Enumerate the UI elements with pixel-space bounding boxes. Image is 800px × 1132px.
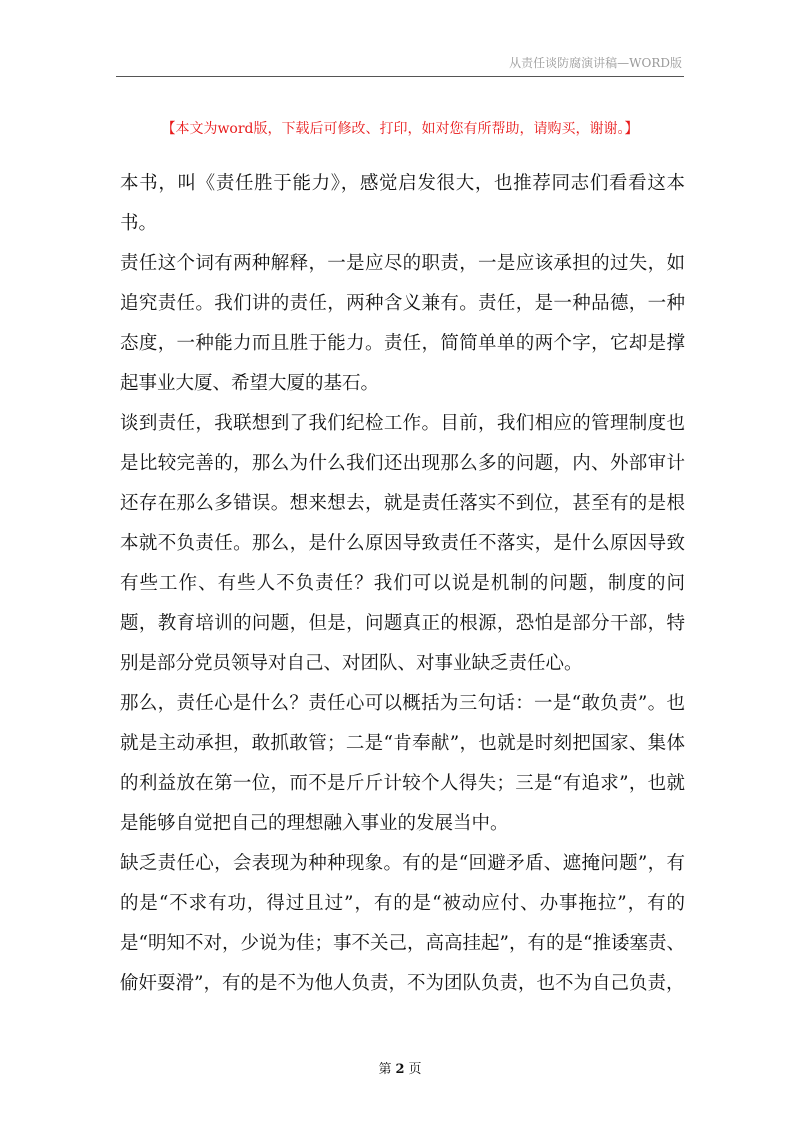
paragraph: 那么，责任心是什么？责任心可以概括为三句话：一是“敢负责”。也就是主动承担，敢抓敢管；二是“肯奉献”，也就是时刻把国家、集体的利益放在第一位，而不是斤斤计较个人得失；三是“有追求”，也就是能够自觉把自己的理想融入事业的发展当中。 bbox=[120, 693, 685, 834]
page-label-suffix: 页 bbox=[408, 1062, 422, 1077]
paragraph: 责任这个词有两种解释，一是应尽的职责，一是应该承担的过失，如追究责任。我们讲的责任，两种含义兼有。责任，是一种品德，一种态度，一种能力而且胜于能力。责任，简简单单的两个字，它却是撑起事业大厦、希望大厦的基石。 bbox=[120, 253, 685, 394]
page-label-prefix: 第 bbox=[378, 1062, 392, 1077]
paragraph: 缺乏责任心，会表现为种种现象。有的是“回避矛盾、遮掩问题”，有的是“不求有功，得过且过”，有的是“被动应付、办事拖拉”，有的是“明知不对，少说为佳；事不关己，高高挂起”，有的是“推诿塞责、偷奸耍滑”，有的是不为他人负责，不为团队负责，也不为自己负责， bbox=[120, 853, 685, 994]
paragraph: 本书，叫《责任胜于能力》，感觉启发很大，也推荐同志们看看这本书。 bbox=[120, 173, 685, 234]
page-header bbox=[116, 52, 684, 77]
promo-notice: 【本文为word版，下载后可修改、打印，如对您有所帮助，请购买，谢谢。】 bbox=[161, 121, 639, 137]
page-number: 2 bbox=[395, 1062, 405, 1077]
paragraph: 谈到责任，我联想到了我们纪检工作。目前，我们相应的管理制度也是比较完善的，那么为什么我们还出现那么多的问题，内、外部审计还存在那么多错误。想来想去，就是责任落实不到位，甚至有的是根本就不负责任。那么，是什么原因导致责任不落实，是什么原因导致有些工作、有些人不负责任？我们可以说是机制的问题，制度的问题，教育培训的问题，但是，问题真正的根源，恐怕是部分干部，特别是部分党员领导对自己、对团队、对事业缺乏责任心。 bbox=[120, 413, 685, 674]
document-title: 从责任谈防腐演讲稿—WORD版 bbox=[509, 56, 682, 70]
document-body bbox=[120, 164, 685, 1004]
page-footer bbox=[0, 1058, 800, 1077]
